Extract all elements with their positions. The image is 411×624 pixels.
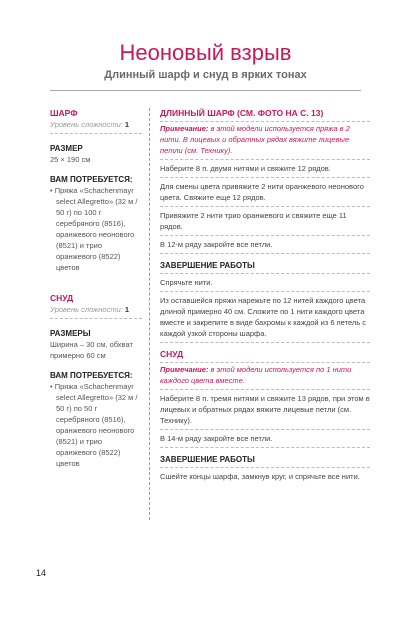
title-divider (50, 90, 361, 91)
scarf-materials-heading: ВАМ ПОТРЕБУЕТСЯ: (50, 175, 133, 184)
page-number: 14 (36, 568, 47, 578)
scarf-size-value: 25 × 190 см (50, 155, 91, 164)
scarf-note (160, 123, 370, 160)
page-title: Неоновый взрыв (119, 40, 292, 65)
difficulty-value: 1 (124, 305, 130, 314)
snood-difficulty (50, 304, 142, 319)
difficulty-label: Уровень сложности: (50, 120, 123, 129)
scarf-sidebar-heading: ШАРФ (50, 108, 78, 118)
column-divider (149, 108, 150, 520)
difficulty-value: 1 (124, 120, 130, 129)
snood-step: Наберите 8 п. тремя нитями и свяжите 13 рядов, при этом в лицевых и обратных рядах вяжите лицевые петли (см. Технику). (160, 390, 370, 430)
snood-materials-text: • Пряжа «Schachenmayr select Allegretto» (32 м / 50 г) по 50 г серебряного (8516), оранжевого неонового (8521) и трио оранжевого (8522) цветов (50, 382, 138, 468)
scarf-sidebar-section (50, 108, 142, 273)
page-subtitle: Длинный шарф и снуд в ярких тонах (104, 69, 307, 81)
scarf-finish-heading: ЗАВЕРШЕНИЕ РАБОТЫ (160, 254, 370, 274)
scarf-step: Наберите 8 п. двумя нитями и свяжите 12 рядов. (160, 160, 370, 178)
scarf-finish-step: Из оставшейся пряжи нарежьте по 12 нитей каждого цвета длиной примерно 40 см. Сложите по 1 нити каждого цвета вместе и закрепите в виде бахромы к каждой из 6 петель с каждой узкой стороны шарфа. (160, 292, 370, 343)
snood-materials-heading: ВАМ ПОТРЕБУЕТСЯ: (50, 371, 133, 380)
scarf-materials-text: • Пряжа «Schachenmayr select Allegretto» (32 м / 50 г) по 100 г серебряного (8516), оранжевого неонового (8521) и трио оранжевого (8522) цветов (50, 186, 138, 272)
note-label: Примечание: (160, 365, 209, 374)
snood-finish-heading: ЗАВЕРШЕНИЕ РАБОТЫ (160, 448, 370, 468)
snood-sidebar-heading: СНУД (50, 293, 74, 303)
snood-heading: СНУД (160, 349, 370, 363)
scarf-size-heading: РАЗМЕР (50, 144, 83, 153)
scarf-step: Для смены цвета привяжите 2 нити оранжевого неонового цвета. Свяжите еще 12 рядов. (160, 178, 370, 207)
scarf-difficulty (50, 119, 142, 134)
snood-finish-text: Сшейте концы шарфа, замкнув круг, и спрячьте все нити. (160, 472, 360, 481)
difficulty-label: Уровень сложности: (50, 305, 123, 314)
scarf-step: Привяжите 2 нити трио оранжевого и свяжите еще 11 рядов. (160, 207, 370, 236)
scarf-heading: ДЛИННЫЙ ШАРФ (СМ. ФОТО НА С. 13) (160, 108, 370, 122)
snood-note (160, 364, 370, 390)
scarf-finish-step: Спрячьте нити. (160, 274, 370, 292)
note-label: Примечание: (160, 124, 209, 133)
scarf-step: В 12-м ряду закройте все петли. (160, 236, 370, 254)
note-text: в этой модели используется по 1 нити каждого цвета вместе. (160, 365, 352, 385)
sidebar (50, 108, 142, 469)
snood-size-heading: РАЗМЕРЫ (50, 329, 91, 338)
note-text: в этой модели используется пряжа в 2 нити. В лицевых и обратных рядах вяжите лицевые петли (см. Технику). (160, 124, 350, 155)
snood-step: В 14-м ряду закройте все петли. (160, 430, 370, 448)
snood-size-value: Ширина – 30 см, обхват примерно 60 см (50, 340, 133, 360)
instructions (160, 108, 370, 485)
snood-sidebar-section (50, 293, 142, 469)
